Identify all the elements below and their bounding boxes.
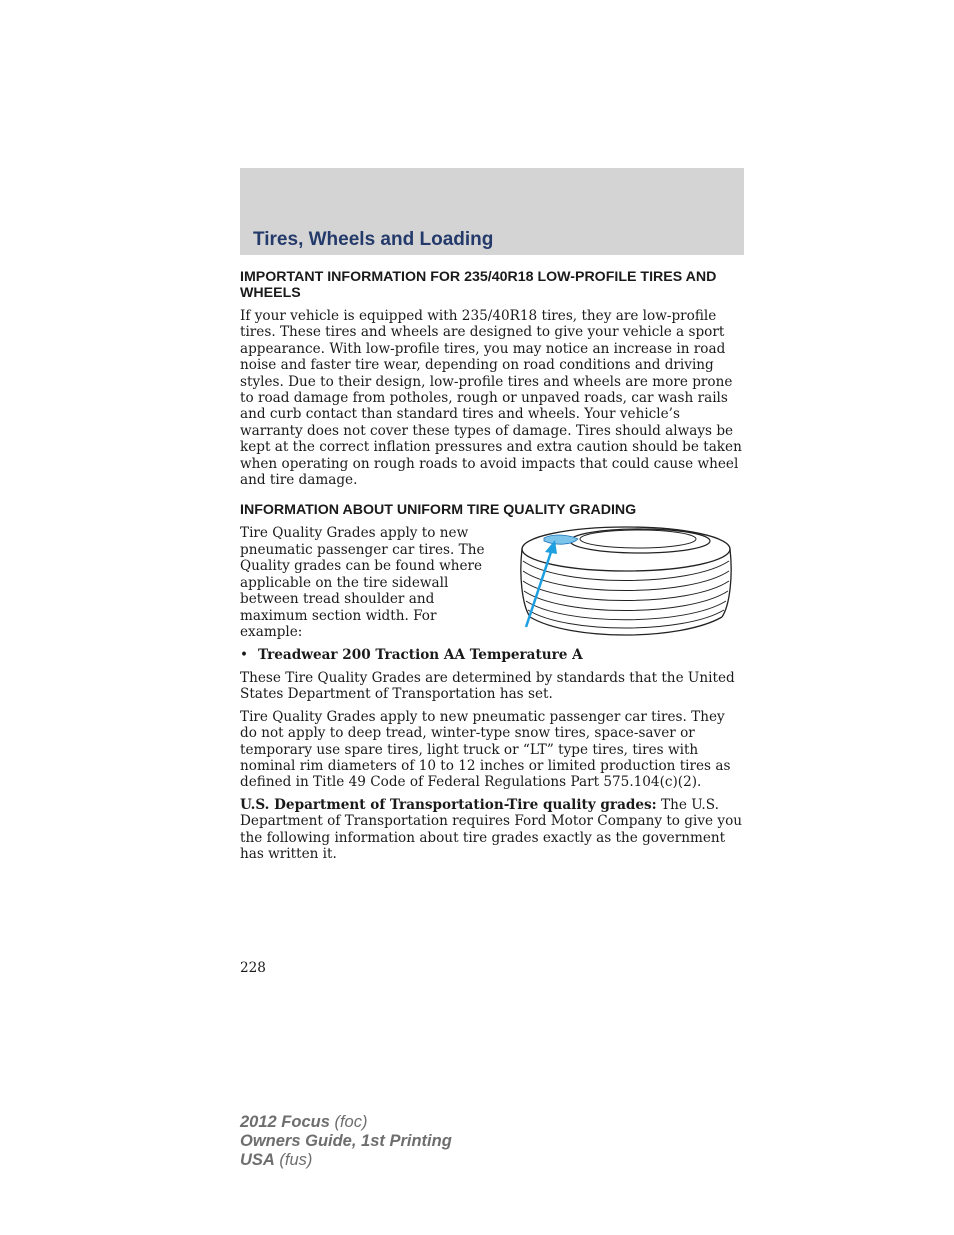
page-number: 228 xyxy=(240,960,266,976)
document-footer xyxy=(240,1113,452,1170)
tire-grading-intro-row xyxy=(240,525,744,638)
paragraph-dot-tire-grades xyxy=(240,797,744,863)
heading-low-profile-tires: IMPORTANT INFORMATION FOR 235/40R18 LOW-PROFILE TIRES AND WHEELS xyxy=(240,269,717,301)
page-content xyxy=(240,268,744,862)
footer-market: USA xyxy=(240,1151,275,1169)
heading-tire-quality-grading: INFORMATION ABOUT UNIFORM TIRE QUALITY GRADING xyxy=(240,502,637,519)
paragraph-grades-standards: These Tire Quality Grades are determined by standards that the United States Department of Transportation has set. xyxy=(240,669,735,703)
tire-sidewall-illustration xyxy=(520,525,732,637)
dot-grades-text: The U.S. Department of Transportation requires Ford Motor Company to give you the following information about tire grades exactly as the government has written it. xyxy=(240,796,743,862)
footer-model-code: (foc) xyxy=(329,1113,368,1131)
paragraph-grading-intro: Tire Quality Grades apply to new pneumatic passenger car tires. The Quality grades can be found where applicable on the tire sidewall between tread shoulder and maximum section width. For example: xyxy=(240,525,485,640)
bullet-text: Treadwear 200 Traction AA Temperature A xyxy=(258,647,583,664)
paragraph-grades-exclusions: Tire Quality Grades apply to new pneumatic passenger car tires. They do not apply to deep tread, winter-type snow tires, space-saver or temporary use spare tires, light truck or “LT” type tires, tires with nominal rim diameters of 10 to 12 inches or limited production tires as defined in Title 49 Code of Federal Regulations Part 575.104(c)(2). xyxy=(240,708,731,791)
footer-guide: Owners Guide, 1st Printing xyxy=(240,1132,452,1150)
paragraph-low-profile-tires: If your vehicle is equipped with 235/40R18 tires, they are low-profile tires. These tires and wheels are designed to give your vehicle a sport appearance. With low-profile tires, you may notice an increase in road noise and faster tire wear, depending on road conditions and driving styles. Due to their design, low-profile tires and wheels are more prone to road damage from potholes, rough or unpaved roads, car wash rails and curb contact than standard tires and wheels. Your vehicle’s warranty does not cover these types of damage. Tires should always be kept at the correct inflation pressures and extra caution should be taken when operating on rough roads to avoid impacts that could cause wheel and tire damage. xyxy=(240,308,742,489)
bullet-example-grade xyxy=(240,647,744,663)
footer-model-year: 2012 Focus xyxy=(240,1113,330,1131)
section-title: Tires, Wheels and Loading xyxy=(253,229,494,250)
footer-line-model xyxy=(240,1113,452,1132)
dot-grades-lead-in: U.S. Department of Transportation-Tire quality grades: xyxy=(240,796,657,813)
bullet-dot: • xyxy=(240,647,249,664)
footer-line-guide xyxy=(240,1132,452,1151)
footer-market-code: (fus) xyxy=(274,1151,313,1169)
footer-line-market xyxy=(240,1151,452,1170)
